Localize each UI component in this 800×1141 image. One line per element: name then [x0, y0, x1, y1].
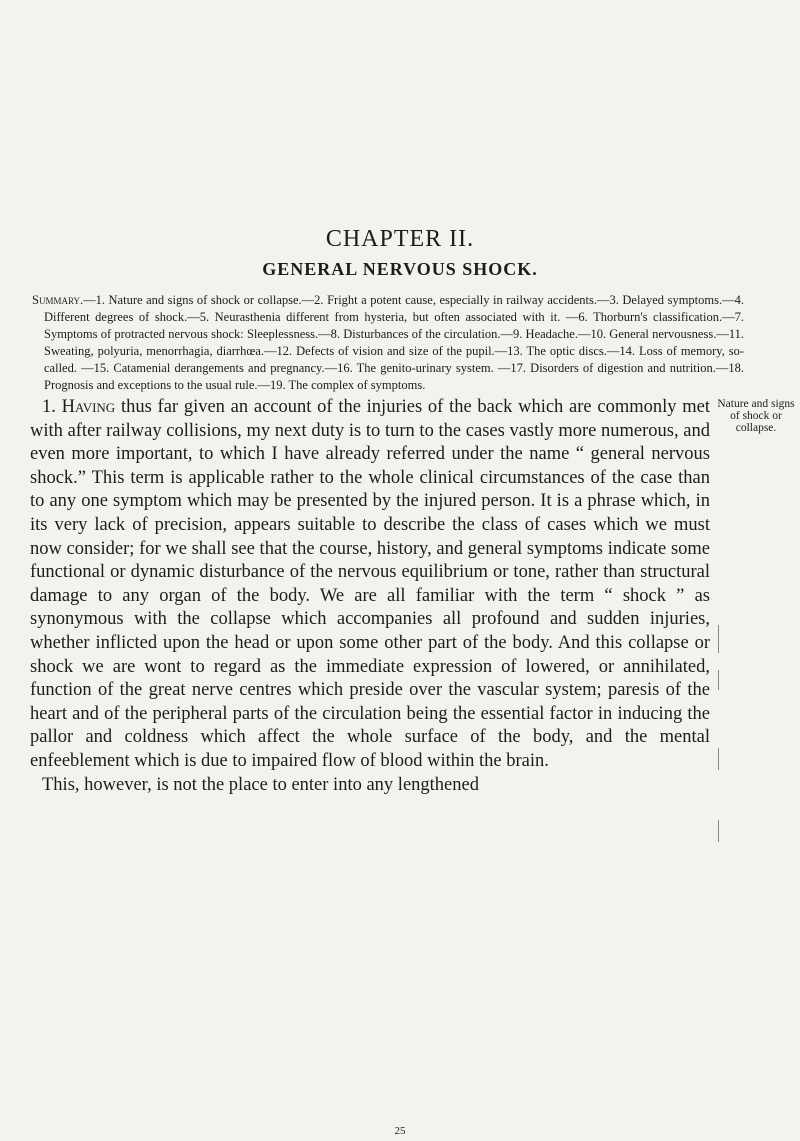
paragraph-number: 1. [42, 397, 56, 417]
paragraph-lead-word: Having [61, 397, 116, 417]
margin-bracket [718, 625, 723, 653]
chapter-summary [32, 292, 744, 394]
paragraph-2 [30, 774, 710, 798]
margin-note: Nature and signs of shock or collapse. [717, 398, 795, 434]
summary-text: —1. Nature and signs of shock or collapse.—2. Fright a potent cause, especially in railway accidents.—3. Delayed symptoms.—4. Different degrees of shock.—5. Neurasthenia different from hysteria, but often associated with it. —6. Thorburn's classification.—7. Symptoms of protracted nervous shock: Sleeplessness.—8. Disturbances of the circulation.—9. Headache.—10. General nervousness.—11. Sweating, polyuria, menorrhagia, diarrhœa.—12. Defects of vision and size of the pupil.—13. The optic discs.—14. Loss of memory, so-called. —15. Catamenial derangements and pregnancy.—16. The genito-urinary system. —17. Disorders of digestion and nutrition.—18. Prognosis and exceptions to the usual rule.—19. The complex of symptoms. [44, 293, 744, 392]
margin-bracket [718, 820, 723, 842]
margin-bracket [718, 670, 723, 690]
paragraph-2-text: This, however, is not the place to enter into any lengthened [42, 774, 479, 795]
summary-lead: Summary. [32, 293, 84, 307]
section-title: GENERAL NERVOUS SHOCK. [262, 259, 538, 279]
chapter-title: CHAPTER II. [325, 226, 475, 252]
body-text [30, 396, 710, 797]
paragraph-1-text: thus far given an account of the injuries of the back which are commonly met with after railway collisions, my next duty is to turn to the cases vastly more numerous, and even more important, to which I have already referred under the name “ general nervous shock.” This term is applicable rather to the whole clinical circumstances of the case than to any one symptom which may be presented by the injured person. It is a phrase which, in its very lack of precision, appears suitable to describe the class of cases which we must now consider; for we shall see that the course, history, and general symptoms indicate some functional or dynamic disturbance of the nervous equilibrium or tone, rather than structural damage to any organ of the body. We are all familiar with the term “ shock ” as synonymous with the collapse which accompanies all profound and sudden injuries, whether inflicted upon the head or upon some other part of the body. And this collapse or shock we are wont to regard as the immediate expression of lowered, or annihilated, function of the great nerve centres which preside over the vascular system; paresis of the heart and of the peripheral parts of the circulation being the essential factor in inducing the pallor and coldness which affect the whole surface of the body, and the mental enfeeblement which is due to impaired flow of blood within the brain. [30, 397, 710, 771]
paragraph-1 [30, 396, 710, 774]
margin-bracket [718, 748, 723, 770]
page-number: 25 [394, 1125, 406, 1137]
